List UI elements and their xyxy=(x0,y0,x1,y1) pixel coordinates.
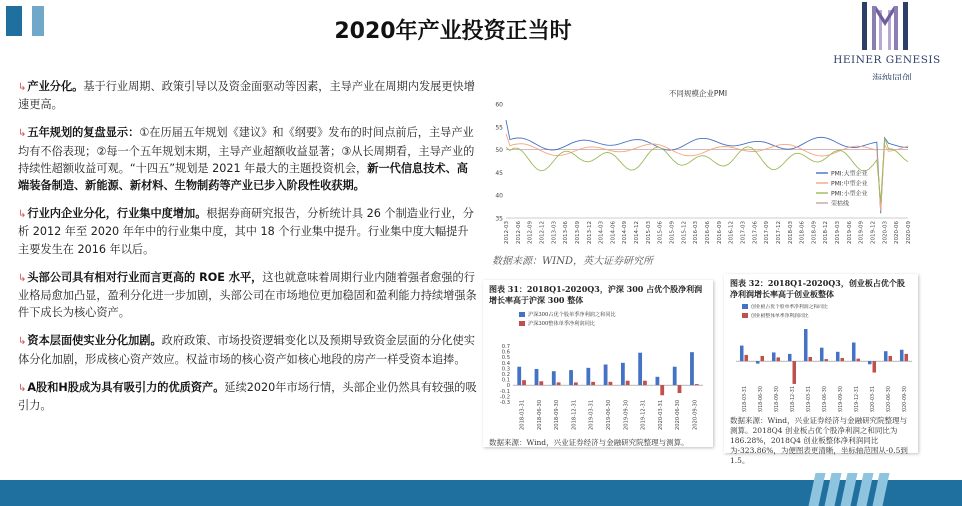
bar-y-tick: 0.3 xyxy=(501,366,510,373)
pmi-x-tick: 2013-09 xyxy=(574,221,581,244)
pmi-x-tick: 2016-09 xyxy=(716,221,723,244)
bar-series-b xyxy=(574,382,578,385)
pmi-y-tick: 60 xyxy=(495,101,503,109)
page-title: 2020年产业投资正当时 xyxy=(334,19,572,44)
bar-series-b xyxy=(643,381,647,385)
figure-32-card xyxy=(724,274,918,465)
bar-series-a xyxy=(836,352,840,361)
bar-series-b xyxy=(609,382,613,385)
bar-series-b xyxy=(591,382,595,385)
bar-x-tick: 2019-09-30 xyxy=(839,386,844,412)
pmi-chart xyxy=(482,80,914,270)
bar-x-tick: 2018-06-30 xyxy=(759,386,764,412)
paragraph-text: 政府政策、市场投资逻辑变化以及预期导致资金层面的分化使实体分化加剧，形成核心资产效应。权益市场的核心资产如核心地段的房产一样受资本追捧。 xyxy=(18,334,475,366)
paragraph-3 xyxy=(18,205,478,258)
paragraph-heading: A股和H股成为具有吸引力的优质资产。 xyxy=(27,380,225,394)
figure-32-title: 图表 32：2018Q1-2020Q3，创业板占优个股净利润增长率高于创业板整体 xyxy=(730,278,905,299)
pmi-chart-title: 不同规模企业PMI xyxy=(668,89,728,98)
bar-legend-swatch xyxy=(519,312,525,317)
pmi-x-tick: 2012-09 xyxy=(527,221,534,244)
bar-series-b xyxy=(695,384,699,385)
pmi-x-tick: 2018-06 xyxy=(799,221,806,244)
bar-series-a xyxy=(756,361,760,363)
bullet-arrow-icon: ↳ xyxy=(18,382,27,394)
paragraph-text: 延续2020年市场行情，头部企业仍然具有较强的吸引力。 xyxy=(18,380,477,413)
bar-series-b xyxy=(905,354,909,361)
pmi-x-tick: 2014-12 xyxy=(634,221,641,244)
paragraph-4 xyxy=(18,269,478,322)
pmi-x-tick: 2019-06 xyxy=(846,221,853,244)
bar-x-tick: 2019-06-30 xyxy=(606,399,612,430)
bar-legend-label: 创业板占优个股单季净利润之和同比 xyxy=(751,305,828,310)
bar-y-tick: -0.2 xyxy=(499,394,510,401)
bar-series-a xyxy=(517,367,521,385)
bullet-arrow-icon: ↳ xyxy=(18,336,27,348)
bar-x-tick: 2018-06-30 xyxy=(536,399,543,430)
bar-series-a xyxy=(673,367,677,385)
bar-x-tick: 2019-03-31 xyxy=(807,386,812,412)
paragraph-5 xyxy=(18,332,478,367)
bar-series-b xyxy=(841,358,845,361)
footer-stripes-decoration xyxy=(812,473,942,506)
paragraph-text: 基于行业周期、政策引导以及资金面驱动等因素，主导产业在周期内发展更快增速更高。 xyxy=(18,80,475,112)
logo-mark-icon xyxy=(860,2,910,50)
bar-legend-swatch xyxy=(742,304,748,309)
pmi-x-tick: 2014-03 xyxy=(598,221,605,244)
bullet-arrow-icon: ↳ xyxy=(18,128,27,140)
bar-series-b xyxy=(857,359,861,361)
pmi-x-tick: 2013-06 xyxy=(563,221,570,244)
pmi-x-tick: 2017-06 xyxy=(752,221,759,244)
pmi-x-tick: 2019-12 xyxy=(870,221,877,244)
bar-x-tick: 2019-12-31 xyxy=(640,399,647,430)
pmi-chart-source: 数据来源：WIND，英大证券研究所 xyxy=(492,256,653,267)
pmi-x-tick: 2012-12 xyxy=(539,221,546,244)
company-logo xyxy=(826,0,948,70)
bar-series-a xyxy=(740,346,744,362)
bar-series-a xyxy=(638,353,642,385)
paragraph-emphasis: 新一代信息技术、高端装备制造、新能源、新材料、生物制药等产业已步入阶段性收获期。 xyxy=(18,161,468,193)
figure-31-card xyxy=(483,280,713,447)
pmi-x-tick: 2018-09 xyxy=(811,221,818,244)
bar-y-tick: -0.1 xyxy=(499,388,510,395)
bar-x-tick: 2020-03-31 xyxy=(657,399,664,430)
pmi-x-tick: 2019-03 xyxy=(835,221,842,244)
pmi-x-tick: 2020-06 xyxy=(894,221,901,244)
bar-series-b xyxy=(761,356,765,361)
bar-x-tick: 2019-12-31 xyxy=(855,386,860,412)
bar-series-a xyxy=(820,348,824,361)
pmi-x-tick: 2020-09 xyxy=(906,221,912,244)
pmi-x-tick: 2020-03 xyxy=(882,221,889,244)
paragraph-text: 这也就意味着周期行业内随着强者愈强的行业格局愈加凸显，盈利分化进一步加剧，头部公司在市场地位更加稳固和盈利能力持续增强条件下成长为核心资产。 xyxy=(18,270,477,320)
pmi-x-tick: 2015-12 xyxy=(681,221,688,244)
pmi-x-tick: 2016-06 xyxy=(705,221,711,244)
pmi-x-tick: 2015-06 xyxy=(657,221,664,244)
bar-y-tick: 0.2 xyxy=(501,372,510,378)
pmi-y-tick: 55 xyxy=(495,124,503,132)
paragraph-2 xyxy=(18,124,478,194)
pmi-y-tick: 50 xyxy=(495,147,503,155)
bar-series-a xyxy=(656,377,660,385)
bar-series-b xyxy=(678,385,682,393)
bullet-arrow-icon: ↳ xyxy=(18,272,27,284)
paragraph-heading: 产业分化。 xyxy=(27,80,84,93)
paragraph-heading: 五年规划的复盘显示： xyxy=(27,126,140,140)
bar-series-b xyxy=(825,359,829,361)
paragraph-1 xyxy=(18,78,478,113)
pmi-series-line xyxy=(506,120,908,213)
bar-series-a xyxy=(552,371,556,385)
bar-x-tick: 2019-03-31 xyxy=(588,399,595,430)
bar-x-tick: 2020-06-30 xyxy=(675,399,682,430)
bar-series-a xyxy=(788,354,792,361)
figure-31-source: 数据来源：Wind，兴业证券经济与金融研究院整理与测算。 xyxy=(489,438,689,447)
bar-series-b xyxy=(539,381,543,385)
bar-x-tick: 2020-09-30 xyxy=(692,399,699,430)
bar-x-tick: 2018-03-31 xyxy=(519,399,526,430)
pmi-x-tick: 2014-06 xyxy=(610,221,617,244)
pmi-legend-label: 荣枯线 xyxy=(831,200,850,208)
bar-series-b xyxy=(626,381,630,385)
paragraph-heading: 头部公司具有相对行业而言更高的 ROE 水平， xyxy=(27,270,263,284)
bar-series-a xyxy=(690,352,694,385)
pmi-x-tick: 2015-03 xyxy=(645,221,652,244)
bar-y-tick: 0.4 xyxy=(501,360,510,367)
bar-series-a xyxy=(884,351,888,361)
bar-series-a xyxy=(586,368,590,385)
bar-series-a xyxy=(569,370,573,385)
pmi-legend-label: PMI:中型企业 xyxy=(831,180,868,188)
pmi-chart-svg xyxy=(482,80,914,250)
pmi-x-tick: 2017-12 xyxy=(775,221,782,244)
pmi-x-tick: 2016-12 xyxy=(728,221,735,244)
paragraph-6 xyxy=(18,379,478,414)
bar-x-tick: 2018-03-31 xyxy=(743,386,748,412)
pmi-y-tick: 35 xyxy=(495,215,503,223)
figure-32-chart xyxy=(724,300,918,412)
paragraph-heading: 资本层面使实业分化加剧。 xyxy=(27,334,162,348)
bar-x-tick: 2018-12-31 xyxy=(791,386,796,412)
bar-series-a xyxy=(852,343,856,362)
bar-legend-label: 创业板整体单季净利润同比 xyxy=(751,314,809,319)
text-column xyxy=(18,78,478,425)
bar-legend-swatch xyxy=(519,321,525,326)
bar-series-a xyxy=(804,329,808,361)
bar-series-a xyxy=(868,361,872,364)
bar-series-b xyxy=(889,356,893,361)
pmi-y-tick: 45 xyxy=(495,169,503,177)
bar-y-tick: 0.6 xyxy=(501,349,510,356)
bar-series-b xyxy=(557,382,561,385)
pmi-legend-label: PMI:大型企业 xyxy=(831,170,868,178)
pmi-x-tick: 2017-03 xyxy=(740,221,747,244)
pmi-x-tick: 2018-12 xyxy=(823,221,830,244)
figure-31-title: 图表 31：2018Q1-2020Q3，沪深 300 占优个股净利润增长率高于沪深 300 整体 xyxy=(489,284,703,305)
bar-series-a xyxy=(535,369,539,385)
pmi-x-tick: 2019-09 xyxy=(858,221,865,244)
bullet-arrow-icon: ↳ xyxy=(18,82,27,93)
bar-series-b xyxy=(777,357,781,361)
bar-y-tick: -0.3 xyxy=(499,400,510,406)
pmi-x-tick: 2017-09 xyxy=(764,221,771,244)
paragraph-text: ①在历届五年规划《建议》和《纲要》发布的时间点前后，主导产业均有不俗表现；②每一个五年规划末期，主导产业超额收益显著；③从长周期看，主导产业的持续性超额收益可观。“十四五”规划是 2021 年最大的主题投资机会， xyxy=(18,126,475,175)
bar-x-tick: 2020-06-30 xyxy=(887,386,892,412)
bar-y-tick: 0.7 xyxy=(501,344,510,350)
pmi-x-tick: 2013-12 xyxy=(586,221,593,244)
bar-x-tick: 2018-09-30 xyxy=(554,399,561,430)
bar-y-tick: 0.5 xyxy=(501,355,510,362)
paragraph-text: 根据券商研究报告，分析统计具 26 个制造业行业，分析 2012 年至 2020 年年中的行业集中度，其中 18 个行业集中提升。行业集中度大幅提升主要发生在 2016 年以后。 xyxy=(18,207,474,256)
bar-x-tick: 2020-09-30 xyxy=(903,386,908,412)
bar-series-a xyxy=(604,364,608,385)
pmi-x-tick: 2012-03 xyxy=(504,221,510,244)
bar-x-tick: 2018-12-31 xyxy=(571,399,578,430)
bar-series-b xyxy=(793,361,797,384)
bar-series-b xyxy=(660,385,664,395)
pmi-x-tick: 2015-09 xyxy=(669,221,676,244)
pmi-x-tick: 2013-03 xyxy=(551,221,558,244)
bar-legend-label: 沪深300整体单季净利润同比 xyxy=(528,321,595,327)
bar-series-a xyxy=(772,352,776,361)
bar-x-tick: 2019-09-30 xyxy=(623,399,630,430)
pmi-x-tick: 2016-03 xyxy=(693,221,700,244)
bar-legend-swatch xyxy=(742,313,748,318)
bar-series-a xyxy=(900,350,904,361)
figure-32-source: 数据来源：Wind，兴业证券经济与金融研究院整理与测算。2018Q4 创业板占优个股净利润之和同比为 186.28%，2018Q4 创业板整体净利润同比为-323.86%，为便图表更清晰，坐标轴范围从-0.5到 1.5。 xyxy=(730,416,908,465)
bar-series-b xyxy=(745,355,749,361)
bar-x-tick: 2020-03-31 xyxy=(871,386,876,412)
bar-series-b xyxy=(809,357,813,361)
figure-31-chart xyxy=(483,306,713,434)
pmi-y-tick: 40 xyxy=(495,192,503,200)
bar-series-b xyxy=(522,380,526,385)
bar-y-tick: 0.1 xyxy=(501,377,510,384)
pmi-legend-label: PMI:小型企业 xyxy=(831,190,868,198)
logo-name: HEINER GENESIS xyxy=(833,54,941,66)
pmi-x-tick: 2012-06 xyxy=(515,221,522,244)
bullet-arrow-icon: ↳ xyxy=(18,209,27,221)
bar-series-b xyxy=(873,361,877,372)
bar-x-tick: 2019-06-30 xyxy=(823,386,828,412)
bar-series-a xyxy=(621,363,625,385)
pmi-x-tick: 2014-09 xyxy=(622,221,629,244)
bar-y-tick: 0 xyxy=(506,383,510,390)
bar-legend-label: 沪深300占优个股单季净利润之和同比 xyxy=(528,312,616,318)
paragraph-heading: 行业内企业分化，行业集中度增加。 xyxy=(27,207,207,221)
bar-x-tick: 2018-09-30 xyxy=(775,386,780,412)
pmi-x-tick: 2018-03 xyxy=(787,221,794,244)
